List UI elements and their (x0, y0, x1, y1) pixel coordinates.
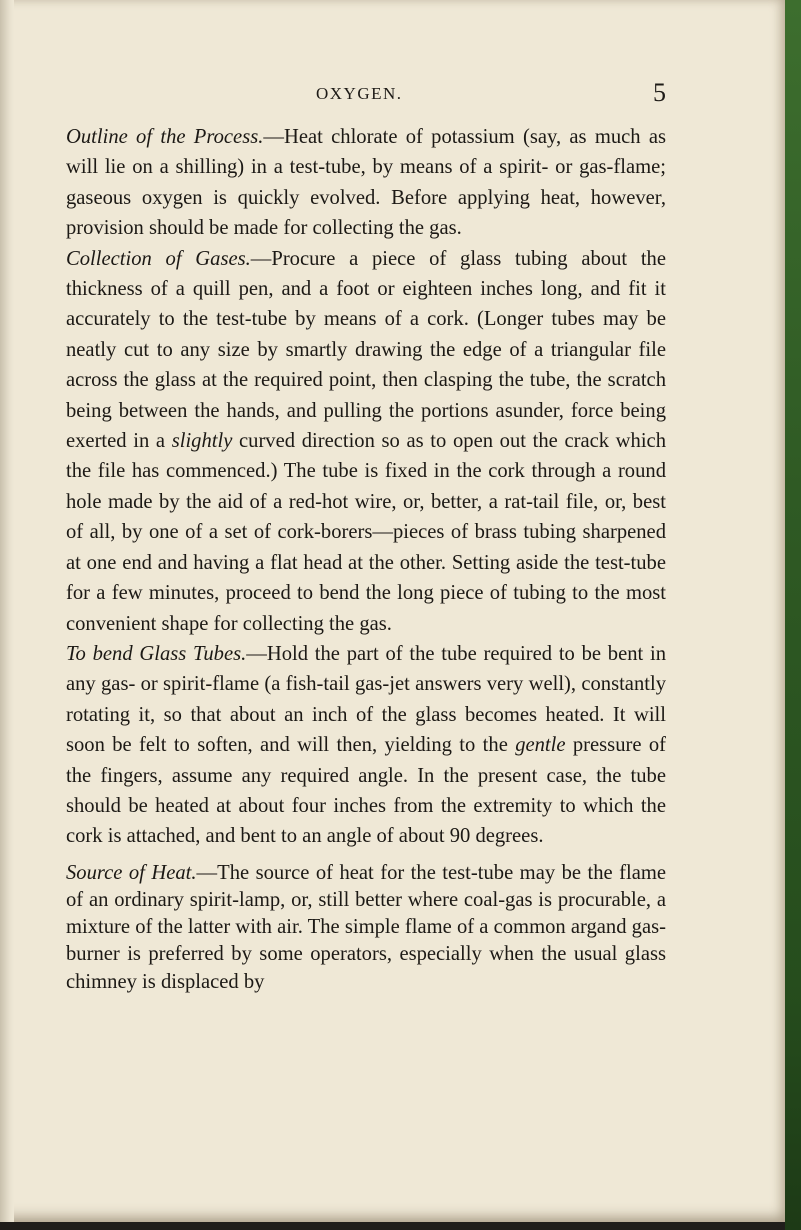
paragraph-outline-of-process (66, 122, 666, 244)
emphasis-text: slightly (171, 430, 233, 453)
book-spine (785, 0, 801, 1230)
paragraph-heading: To bend Glass Tubes. (66, 642, 247, 665)
emphasis-text: gentle (515, 734, 566, 757)
paragraph-heading: Outline of the Process. (66, 126, 264, 148)
paragraph-text: pressure of the fingers, assume any required angle. In the present case, the tube should be heated at about four inches from the extremity to which the cork is attached, and bent to an angle of about 90 degrees. (66, 734, 666, 848)
running-title: OXYGEN. (316, 84, 403, 103)
paragraph-heading: Source of Heat. (66, 861, 197, 884)
paragraph-text: —Hold the part of the tube required to be bent in any gas- or spirit-flame (a fish-tail gas-jet answers very well), constantly rotating it, so that about an inch of the glass becomes heated. It will soon be felt to soften, and will then, yielding to the (66, 642, 666, 757)
page-header (66, 78, 666, 110)
page-left-edge (0, 0, 14, 1222)
paragraph-source-of-heat (66, 860, 666, 996)
paragraph-text: curved direction so as to open out the crack which the file has commenced.) The tube is fixed in the cork through a round hole made by the aid of a red-hot wire, or, better, a rat-tail file, or, best of all, by one of a set of cork-borers—pieces of brass tubing sharpened at one end and having a flat head at the other. Setting aside the test-tube for a few minutes, proceed to bend the long piece of tubing to the most convenient shape for collecting the gas. (66, 430, 666, 635)
paragraph-heading: Collection of Gases. (66, 247, 251, 270)
paragraph-bend-glass-tubes (66, 639, 666, 852)
paragraph-collection-of-gases (66, 244, 666, 639)
body-text (66, 122, 666, 996)
paragraph-text: —Heat chlorate of potassium (say, as much as will lie on a shilling) in a test-tube, by means of a spirit- or gas-flame; gaseous oxygen is quickly evolved. Before applying heat, however, provision should be made for collecting the gas. (66, 126, 667, 240)
paragraph-text: —The source of heat for the test-tube may be the flame of an ordinary spirit-lamp, or, still better where coal-gas is procurable, a mixture of the latter with air. The simple flame of a common argand gas-burner is preferred by some operators, especially when the usual glass chimney is displaced by (66, 861, 666, 993)
page-number: 5 (653, 78, 666, 107)
paragraph-text: —Procure a piece of glass tubing about the thickness of a quill pen, and a foot or eighteen inches long, and fit it accurately to the test-tube by means of a cork. (Longer tubes may be neatly cut to any size by smartly drawing the edge of a triangular file across the glass at the required point, then clasping the tube, the scratch being between the hands, and pulling the portions asunder, force being exerted in a (66, 247, 666, 453)
